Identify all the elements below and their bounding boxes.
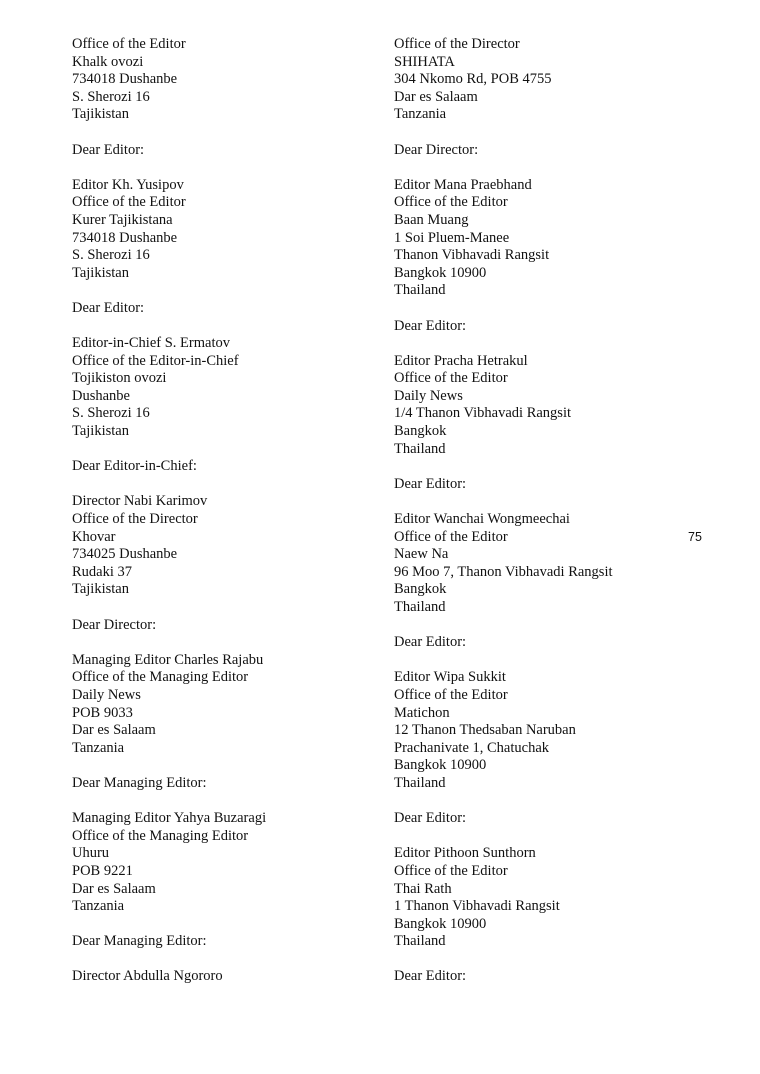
address-line: Editor-in-Chief S. Ermatov: [72, 335, 230, 352]
address-line: Tajikistan: [72, 106, 129, 123]
address-line: Office of the Editor: [394, 370, 508, 387]
address-line: Uhuru: [72, 845, 110, 862]
address-line: Office of the Editor: [394, 194, 508, 211]
address-line: Kurer Tajikistana: [72, 211, 173, 228]
address-line: Office of the Editor: [72, 36, 186, 52]
blank-line: [394, 652, 684, 670]
salutation-line: Dear Editor:: [72, 141, 145, 158]
address-line: Managing Editor Yahya Buzaragi: [72, 810, 267, 827]
address-line: Thailand: [394, 774, 446, 791]
address-line: Rudaki 37: [72, 563, 133, 580]
salutation-line: Dear Editor-in-Chief:: [72, 458, 197, 475]
address-line: Naew Na: [394, 546, 449, 563]
address-line: Thanon Vibhavadi Rangsit: [394, 247, 550, 264]
address-line: 734025 Dushanbe: [72, 546, 178, 563]
address-line: Bangkok 10900: [394, 264, 487, 281]
address-line: Khovar: [72, 528, 116, 545]
address-line: Tajikistan: [72, 264, 129, 281]
address-line: Thailand: [394, 933, 446, 950]
salutation-line: Dear Editor:: [394, 634, 467, 651]
blank-line: [394, 458, 684, 476]
salutation-line: Dear Managing Editor:: [72, 933, 207, 950]
address-line: Director Nabi Karimov: [72, 493, 208, 510]
blank-line: [72, 476, 372, 494]
address-line: Matichon: [394, 704, 450, 721]
blank-line: [72, 282, 372, 300]
address-line: Tajikistan: [72, 423, 129, 440]
address-line: Tojikiston ovozi: [72, 370, 167, 387]
address-line: Office of the Editor: [394, 862, 508, 879]
address-line: 734018 Dushanbe: [72, 71, 178, 88]
address-line: Editor Wipa Sukkit: [394, 669, 506, 686]
address-line: Bangkok 10900: [394, 915, 487, 932]
address-line: 1 Thanon Vibhavadi Rangsit: [394, 898, 560, 915]
address-line: Editor Kh. Yusipov: [72, 176, 184, 193]
address-line: Office of the Editor: [394, 528, 508, 545]
blank-line: [72, 441, 372, 459]
blank-line: [394, 335, 684, 353]
address-line: Dar es Salaam: [72, 722, 156, 739]
blank-line: [72, 159, 372, 177]
address-line: Tanzania: [394, 106, 447, 123]
address-line: Thailand: [394, 599, 446, 615]
right-address-column: [394, 36, 684, 986]
address-line: Office of the Director: [394, 36, 520, 52]
address-line: Thai Rath: [394, 880, 452, 897]
address-line: S. Sherozi 16: [72, 247, 150, 264]
blank-line: [394, 493, 684, 511]
salutation-line: Dear Editor:: [394, 810, 467, 827]
blank-line: [72, 916, 372, 934]
address-line: Daily News: [72, 686, 141, 703]
address-line: Khalk ovozi: [72, 53, 144, 70]
salutation-line: Dear Editor:: [394, 317, 467, 334]
address-line: Office of the Director: [72, 511, 198, 528]
address-line: Office of the Editor-in-Chief: [72, 352, 239, 369]
blank-line: [394, 793, 684, 811]
address-line: S. Sherozi 16: [72, 88, 150, 105]
address-line: Dar es Salaam: [72, 880, 156, 897]
blank-line: [394, 828, 684, 846]
blank-line: [72, 124, 372, 142]
address-line: S. Sherozi 16: [72, 405, 150, 422]
blank-line: [394, 951, 684, 969]
blank-line: [394, 300, 684, 318]
salutation-line: Dear Managing Editor:: [72, 774, 207, 791]
address-line: 1 Soi Pluem-Manee: [394, 229, 510, 246]
address-line: Bangkok: [394, 423, 447, 440]
address-line: Editor Wanchai Wongmeechai: [394, 511, 570, 528]
address-line: Editor Pithoon Sunthorn: [394, 845, 536, 862]
address-line: POB 9221: [72, 862, 133, 879]
address-line: Managing Editor Charles Rajabu: [72, 651, 264, 668]
blank-line: [394, 617, 684, 635]
address-line: Bangkok 10900: [394, 757, 487, 774]
blank-line: [72, 757, 372, 775]
page-number: 75: [688, 530, 702, 544]
address-line: Dushanbe: [72, 387, 130, 404]
address-line: Director Abdulla Ngororo: [72, 968, 223, 985]
blank-line: [72, 318, 372, 336]
blank-line: [72, 634, 372, 652]
address-line: Daily News: [394, 387, 463, 404]
address-line: Tajikistan: [72, 581, 129, 598]
salutation-line: Dear Editor:: [72, 299, 145, 316]
blank-line: [394, 159, 684, 177]
salutation-line: Dear Editor:: [394, 475, 467, 492]
blank-line: [72, 599, 372, 617]
salutation-line: Dear Director:: [72, 616, 157, 633]
address-line: 304 Nkomo Rd, POB 4755: [394, 71, 552, 88]
address-line: Baan Muang: [394, 211, 469, 228]
address-line: Tanzania: [72, 739, 125, 756]
address-line: Office of the Editor: [394, 686, 508, 703]
left-address-column: [72, 36, 372, 986]
address-line: Editor Pracha Hetrakul: [394, 352, 528, 369]
blank-line: [394, 124, 684, 142]
address-line: POB 9033: [72, 704, 133, 721]
address-line: Thailand: [394, 282, 446, 299]
address-line: Office of the Managing Editor: [72, 669, 249, 686]
address-line: Office of the Editor: [72, 194, 186, 211]
address-line: Editor Mana Praebhand: [394, 176, 532, 193]
address-line: Thailand: [394, 440, 446, 457]
address-line: Dar es Salaam: [394, 88, 478, 105]
salutation-line: Dear Editor:: [394, 968, 467, 985]
address-line: 1/4 Thanon Vibhavadi Rangsit: [394, 405, 572, 422]
salutation-line: Dear Director:: [394, 141, 479, 158]
address-line: 96 Moo 7, Thanon Vibhavadi Rangsit: [394, 563, 613, 580]
address-line: 12 Thanon Thedsaban Naruban: [394, 722, 576, 739]
address-line: Tanzania: [72, 898, 125, 915]
address-line: 734018 Dushanbe: [72, 229, 178, 246]
address-line: SHIHATA: [394, 53, 455, 70]
address-line: Office of the Managing Editor: [72, 827, 249, 844]
blank-line: [72, 951, 372, 969]
blank-line: [72, 793, 372, 811]
address-line: Prachanivate 1, Chatuchak: [394, 739, 550, 756]
address-line: Bangkok: [394, 581, 447, 598]
